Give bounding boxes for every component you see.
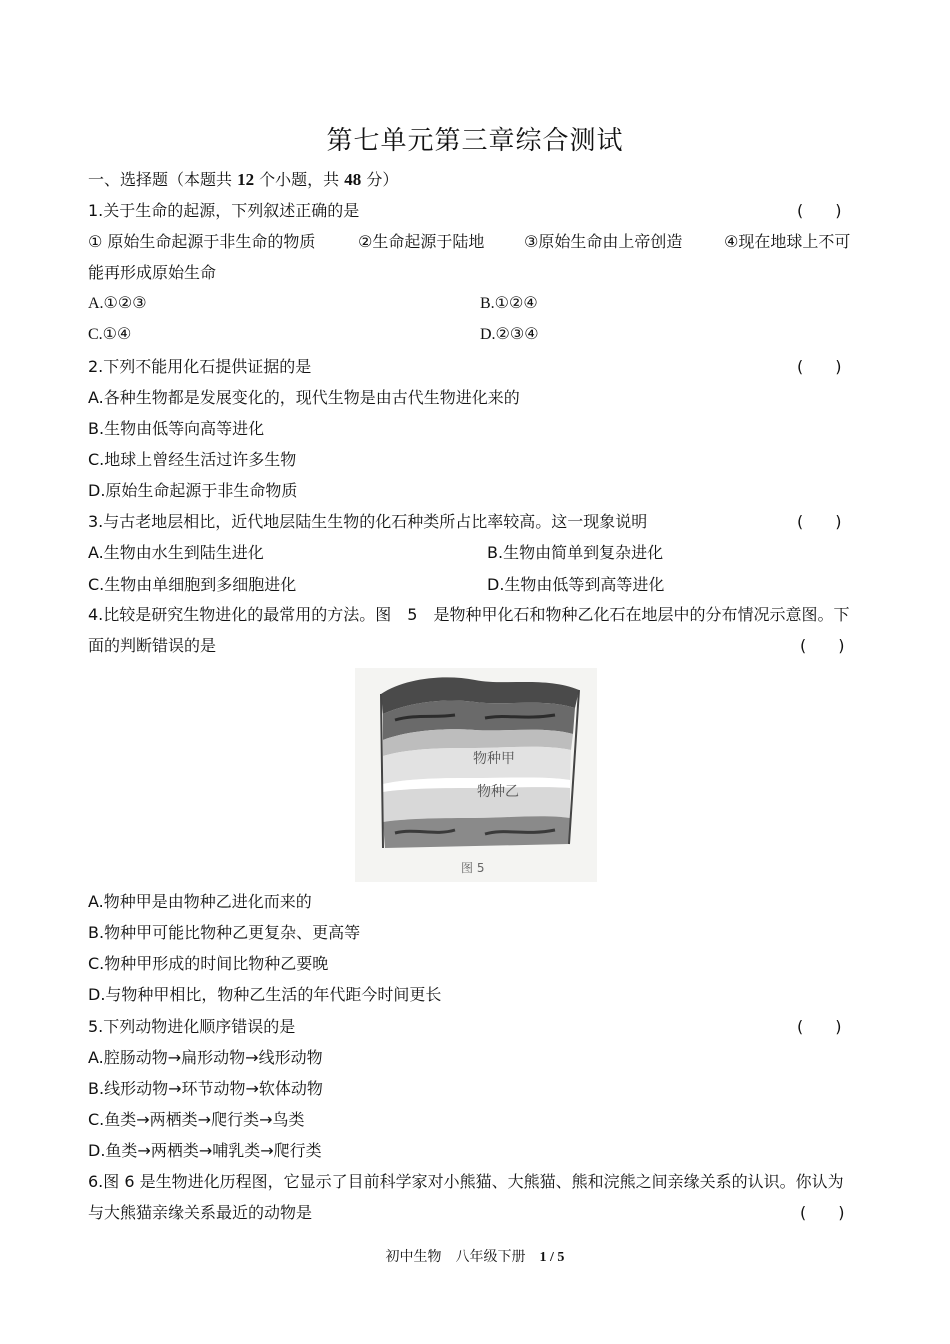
q3-answer-blank: ( ) bbox=[797, 512, 842, 531]
q1-option-a: A.①②③ bbox=[88, 295, 147, 312]
q6-stem-line-1: 6.图 6 是生物进化历程图，它显示了目前科学家对小熊猫、大熊猫、熊和浣熊之间亲缘关系的认识。你认为 bbox=[88, 1172, 844, 1191]
rock-strata-illustration bbox=[355, 668, 597, 882]
q4-stem-line-2: 面的判断错误的是 bbox=[88, 636, 217, 655]
q6-stem-line-2: 与大熊猫亲缘关系最近的动物是 bbox=[88, 1203, 313, 1222]
q1-statement-4-cont: 能再形成原始生命 bbox=[88, 263, 217, 282]
q4-answer-blank: ( ) bbox=[800, 636, 845, 655]
q1-option-c: C.①④ bbox=[88, 326, 132, 343]
q3-option-d: D.生物由低等到高等进化 bbox=[487, 575, 665, 594]
q4-stem-line-1: 4.比较是研究生物进化的最常用的方法。图 5 是物种甲化石和物种乙化石在地层中的分布情况示意图。下 bbox=[88, 605, 850, 624]
q5-answer-blank: ( ) bbox=[797, 1017, 842, 1036]
q2-option-c: C.地球上曾经生活过许多生物 bbox=[88, 450, 297, 469]
q4-option-a: A.物种甲是由物种乙进化而来的 bbox=[88, 892, 312, 911]
page-number: 1 / 5 bbox=[539, 1250, 565, 1265]
page-footer: 初中生物 八年级下册 1 / 5 bbox=[385, 1249, 565, 1265]
section-heading: 一、选择题（本题共 12 个小题，共 48 分） bbox=[88, 170, 399, 189]
species-b-label: 物种乙 bbox=[477, 784, 519, 800]
q3-option-b: B.生物由简单到复杂进化 bbox=[487, 543, 664, 562]
figure-caption: 图 5 bbox=[461, 861, 485, 875]
q2-option-d: D.原始生命起源于非生命物质 bbox=[88, 481, 298, 500]
q3-stem: 3.与古老地层相比，近代地层陆生生物的化石种类所占比率较高。这一现象说明 bbox=[88, 512, 648, 531]
q5-option-c: C.鱼类→两栖类→爬行类→鸟类 bbox=[88, 1110, 305, 1129]
q1-statement-4: ④现在地球上不可 bbox=[724, 232, 851, 251]
q5-option-d: D.鱼类→两栖类→哺乳类→爬行类 bbox=[88, 1141, 322, 1160]
q1-statement-1: ① 原始生命起源于非生命的物质 bbox=[88, 232, 316, 251]
q1-option-b: B.①②④ bbox=[480, 295, 538, 312]
q1-statement-3: ③原始生命由上帝创造 bbox=[524, 232, 683, 251]
q2-option-a: A.各种生物都是发展变化的，现代生物是由古代生物进化来的 bbox=[88, 388, 520, 407]
q1-answer-blank: ( ) bbox=[797, 201, 842, 220]
q5-option-b: B.线形动物→环节动物→软体动物 bbox=[88, 1079, 323, 1098]
species-a-label: 物种甲 bbox=[473, 751, 515, 767]
strata-figure bbox=[355, 668, 597, 882]
q2-answer-blank: ( ) bbox=[797, 357, 842, 376]
q5-stem: 5.下列动物进化顺序错误的是 bbox=[88, 1017, 296, 1036]
q4-option-d: D.与物种甲相比，物种乙生活的年代距今时间更长 bbox=[88, 985, 442, 1004]
q2-stem: 2.下列不能用化石提供证据的是 bbox=[88, 357, 312, 376]
q2-option-b: B.生物由低等向高等进化 bbox=[88, 419, 265, 438]
q3-option-c: C.生物由单细胞到多细胞进化 bbox=[88, 575, 297, 594]
q3-option-a: A.生物由水生到陆生进化 bbox=[88, 543, 264, 562]
page-title: 第七单元第三章综合测试 bbox=[326, 126, 624, 156]
q1-option-d: D.②③④ bbox=[480, 326, 539, 343]
q1-stem: 1.关于生命的起源，下列叙述正确的是 bbox=[88, 201, 360, 220]
q5-option-a: A.腔肠动物→扁形动物→线形动物 bbox=[88, 1048, 323, 1067]
q4-option-c: C.物种甲形成的时间比物种乙要晚 bbox=[88, 954, 329, 973]
q1-statement-2: ②生命起源于陆地 bbox=[358, 232, 485, 251]
q6-answer-blank: ( ) bbox=[800, 1203, 845, 1222]
q4-option-b: B.物种甲可能比物种乙更复杂、更高等 bbox=[88, 923, 361, 942]
